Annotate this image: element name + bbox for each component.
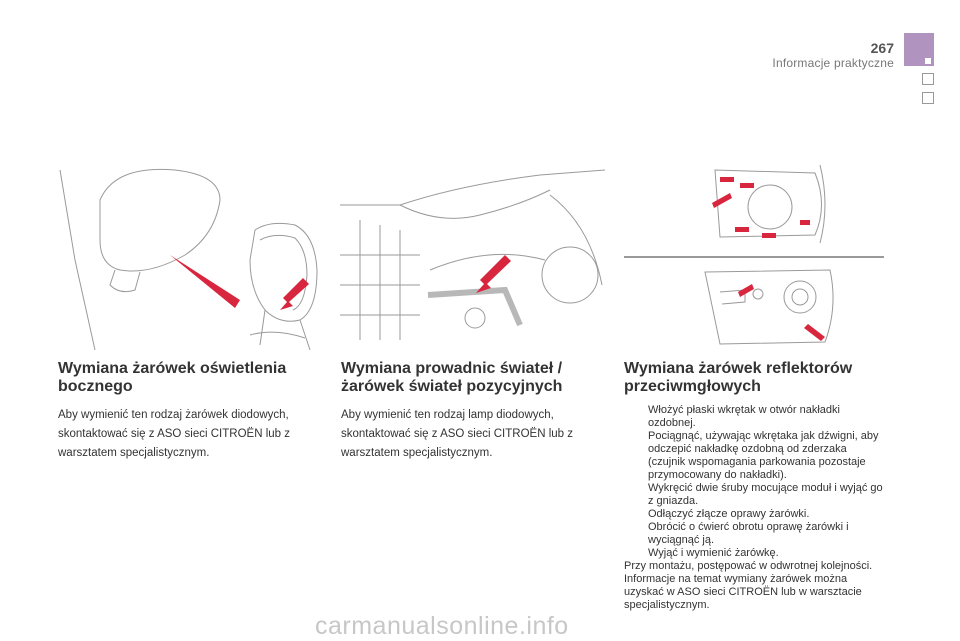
arrow-icon bbox=[720, 177, 734, 182]
chapter-tab-active bbox=[904, 33, 934, 66]
list-item: Włożyć płaski wkrętak w otwór nakładki ozdobnej. bbox=[648, 404, 840, 429]
foglamp-heading: Wymiana żarówek reflektorów przeciwmgłowych bbox=[624, 360, 853, 395]
illustration-divider bbox=[624, 256, 884, 258]
mirror-illustration bbox=[55, 160, 320, 350]
daylight-heading: Wymiana prowadnic świateł / żarówek świateł pozycyjnych bbox=[341, 360, 563, 395]
arrow-icon bbox=[712, 193, 732, 208]
reassembly-note: Przy montażu, postępować w odwrotnej kolejności. bbox=[624, 560, 873, 572]
daylight-text: Aby wymienić ten rodzaj lamp diodowych, skontaktować się z ASO sieci CITROËN lub z warsztatem specjalistycznym. bbox=[341, 409, 573, 459]
foglamp-steps bbox=[624, 404, 886, 560]
foglamp-module-illustration bbox=[700, 262, 840, 352]
foglamp-section bbox=[624, 360, 886, 612]
dealer-note: Informacje na temat wymiany żarówek można uzyskać w ASO sieci CITROËN lub w warsztacie specjalistycznym. bbox=[624, 573, 862, 611]
foglamp-bezel-illustration bbox=[700, 165, 830, 243]
list-item: Wyjąć i wymienić żarówkę. bbox=[648, 547, 779, 559]
list-item: Obrócić o ćwierć obrotu oprawę żarówki i wyciągnąć ją. bbox=[648, 521, 849, 546]
side-mirror-drawing bbox=[55, 160, 320, 350]
side-lighting-section bbox=[58, 360, 328, 463]
chapter-tab-square bbox=[922, 73, 934, 85]
side-lighting-text: Aby wymienić ten rodzaj żarówek diodowych, skontaktować się z ASO sieci CITROËN lub z warsztatem specjalistycznym. bbox=[58, 409, 290, 459]
section-title: Informacje praktyczne bbox=[772, 56, 894, 70]
watermark: carmanualsonline.info bbox=[315, 612, 569, 640]
tab-marker-icon bbox=[925, 58, 931, 64]
arrow-icon bbox=[762, 233, 776, 238]
daylight-led-strip bbox=[428, 290, 520, 325]
side-lighting-heading: Wymiana żarówek oświetlenia bocznego bbox=[58, 360, 287, 395]
fog-lamp-bezel-drawing bbox=[700, 165, 830, 243]
arrow-icon bbox=[170, 255, 240, 308]
list-item: Wykręcić dwie śruby mocujące moduł i wyjąć go z gniazda. bbox=[648, 482, 883, 507]
arrow-icon bbox=[280, 278, 309, 310]
arrow-icon bbox=[740, 183, 754, 188]
front-bumper-drawing bbox=[340, 165, 605, 345]
fog-lamp-module-drawing bbox=[700, 262, 840, 352]
bumper-illustration bbox=[340, 165, 605, 345]
list-item: Pociągnąć, używając wkrętaka jak dźwigni, aby odczepić nakładkę ozdobną od zderzaka (czujnik wspomagania parkowania pozostaje przymocowany do nakładki). bbox=[648, 430, 879, 481]
list-item: Odłączyć złącze oprawy żarówki. bbox=[648, 508, 810, 520]
arrow-icon bbox=[800, 220, 810, 225]
chapter-tab-square bbox=[922, 92, 934, 104]
arrow-icon bbox=[804, 324, 825, 341]
arrow-icon bbox=[735, 227, 749, 232]
page-number: 267 bbox=[870, 40, 894, 56]
daylight-section bbox=[341, 360, 611, 463]
